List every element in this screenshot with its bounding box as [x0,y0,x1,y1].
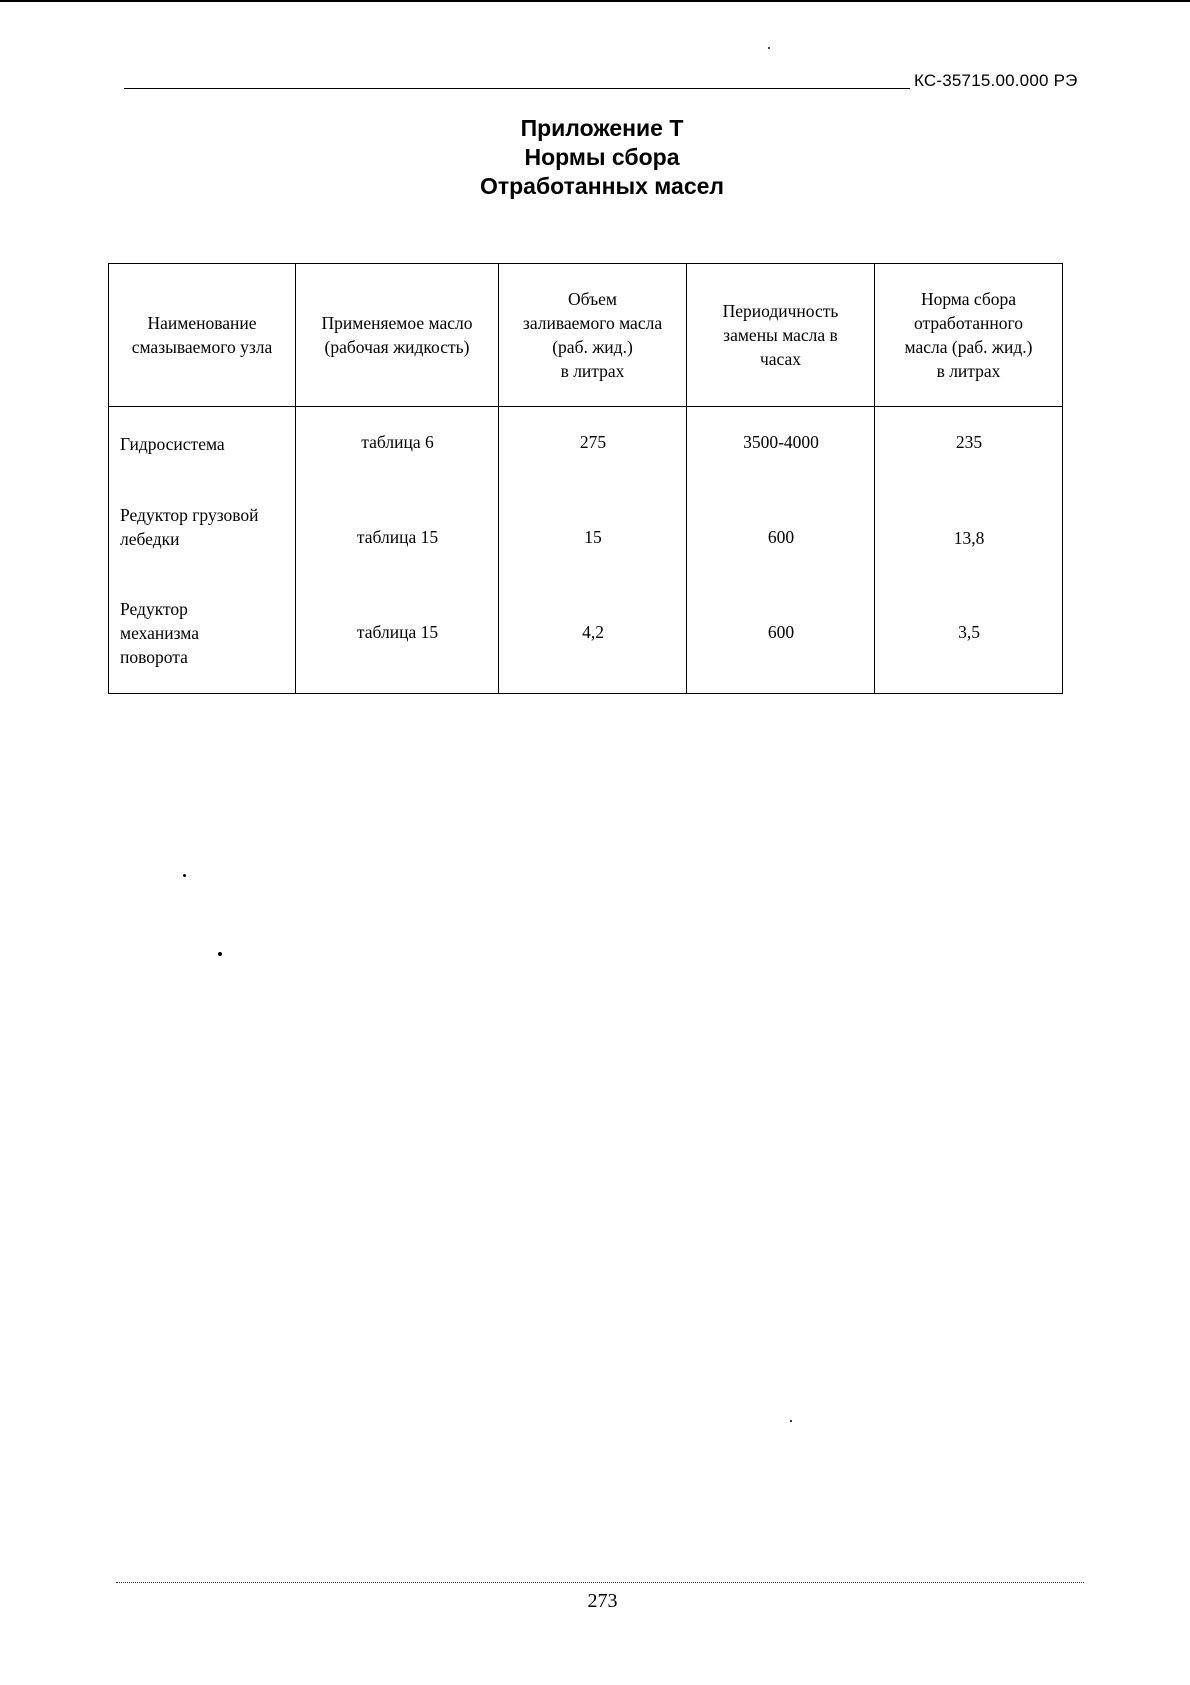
row-3-period: 600 [767,622,795,642]
scan-speck [790,1420,792,1422]
header-oil-used: Применяемое масло (рабочая жидкость) [296,264,499,407]
row-1-period: 3500-4000 [743,432,819,452]
page-title [0,114,1190,201]
scan-speck [183,874,186,877]
scan-speck [218,952,222,956]
header-change-period: Периодичность замены масла в часах [687,264,875,407]
row-3-norm: 3,5 [958,622,980,642]
row-2-name-line2: лебедки [120,529,180,549]
title-used-oils: Отработанных масел [479,173,725,199]
row-2-norm: 13,8 [953,528,985,548]
row-2-volume: 15 [584,527,602,547]
row-3-oil: таблица 15 [356,622,439,642]
header-rule [124,88,910,89]
row-1-name: Гидросистема [120,434,225,454]
title-appendix: Приложение Т [520,115,684,141]
table-header-row [109,264,1063,407]
row-1-oil: таблица 6 [361,432,434,452]
row-2-oil: таблица 15 [356,527,439,547]
title-norms: Нормы сбора [524,144,680,170]
row-3-name-line1: Редуктор [120,599,188,619]
row-2-period: 600 [767,527,795,547]
scan-speck [768,47,770,49]
row-2-name-line1: Редуктор грузовой [120,505,259,525]
row-1-volume: 275 [579,432,607,452]
header-unit-name: Наименование смазываемого узла [109,264,296,407]
document-code: КС-35715.00.000 РЭ [914,71,1078,90]
row-3-name-line2: механизма [120,623,200,643]
scan-top-edge [0,0,1190,2]
header-collection-norm: Норма сбора отработанного масла (раб. жид.) в литрах [875,264,1063,407]
row-1-norm: 235 [955,432,983,452]
page-number: 273 [587,1590,618,1612]
row-3-name-line3: поворота [120,647,188,667]
row-3-volume: 4,2 [582,622,604,642]
header-fill-volume: Объем заливаемого масла (раб. жид.) в литрах [499,264,687,407]
footer-rule [116,1582,1084,1583]
